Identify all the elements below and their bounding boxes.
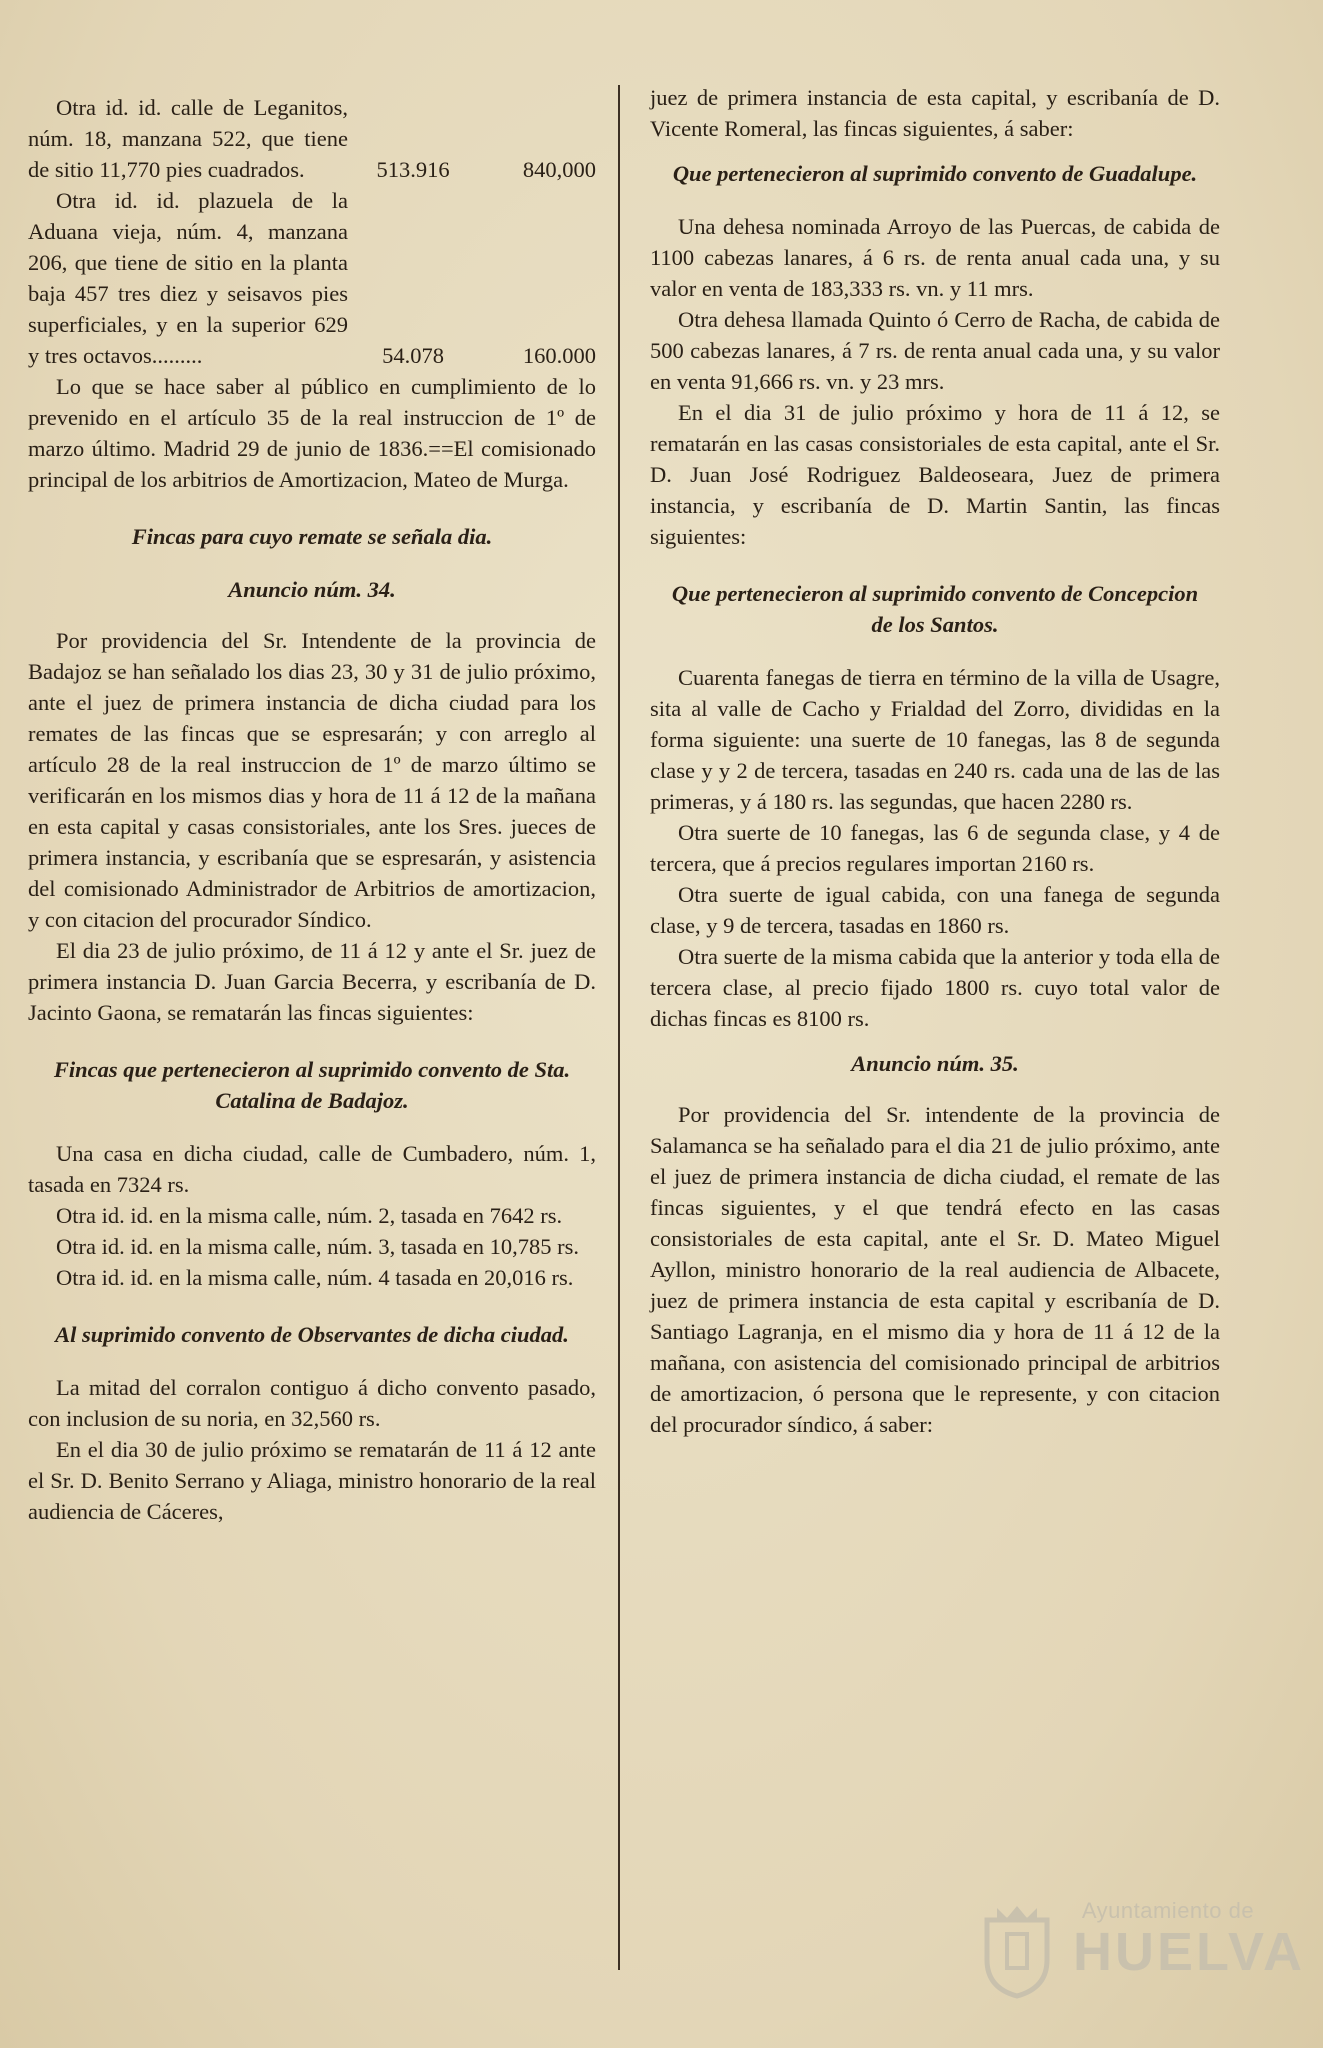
list-item: Otra id. id. en la misma calle, núm. 2, tasada en 7642 rs. bbox=[56, 1203, 563, 1228]
property-row bbox=[28, 92, 596, 185]
list-item: Otra suerte de igual cabida, con una fanega de segunda clase, y 9 de tercera, tasadas en 1860 rs. bbox=[650, 882, 1220, 938]
property-description: Otra id. id. plazuela de la Aduana vieja, núm. 4, manzana 206, que tiene de sitio en la planta baja 457 tres diez y seisavos pies superficiales, y en la superior 629 y tres octavos......... bbox=[28, 188, 348, 368]
notice-paragraph: Lo que se hace saber al público en cumplimiento de lo prevenido en el artículo 35 de la real instruccion de 1º de marzo último. Madrid 29 de junio de 1836.==El comisionado principal de los arbitrios de Amortizacion, Mateo de Murga. bbox=[28, 374, 596, 492]
property-row bbox=[28, 185, 596, 371]
body-paragraph: En el dia 30 de julio próximo se rematarán de 11 á 12 ante el Sr. D. Benito Serrano y Aliaga, ministro honorario de la real audiencia de Cáceres, bbox=[28, 1437, 596, 1524]
property-value-2: 160.000 bbox=[522, 343, 596, 368]
anuncio-number: Anuncio núm. 34. bbox=[228, 577, 396, 602]
property-value-2: 840,000 bbox=[522, 157, 596, 182]
section-heading: Que pertenecieron al suprimido convento de Guadalupe. bbox=[672, 161, 1198, 186]
column-divider bbox=[618, 85, 620, 1970]
list-item: Otra suerte de 10 fanegas, las 6 de segunda clase, y 4 de tercera, que á precios regulares importan 2160 rs. bbox=[650, 820, 1220, 876]
list-item: La mitad del corralon contiguo á dicho convento pasado, con inclusion de su noria, en 32,560 rs. bbox=[28, 1375, 596, 1431]
property-value-1: 54.078 bbox=[382, 343, 444, 368]
section-heading: Que pertenecieron al suprimido convento de Concepcion de los Santos. bbox=[671, 581, 1199, 637]
property-value-1: 513.916 bbox=[376, 157, 450, 182]
list-item: Otra id. id. en la misma calle, núm. 3, tasada en 10,785 rs. bbox=[56, 1234, 579, 1259]
list-item: Una casa en dicha ciudad, calle de Cumbadero, núm. 1, tasada en 7324 rs. bbox=[28, 1141, 596, 1197]
left-column bbox=[28, 92, 596, 1527]
body-paragraph: En el dia 31 de julio próximo y hora de 11 á 12, se rematarán en las casas consistoriales de esta capital, ante el Sr. D. Juan José Rodriguez Baldeoseara, Juez de primera instancia, y escribanía de D. Martin Santin, las fincas siguientes: bbox=[650, 400, 1220, 549]
list-item: Otra dehesa llamada Quinto ó Cerro de Racha, de cabida de 500 cabezas lanares, á 7 rs. de renta anual cada una, y su valor en venta 91,666 rs. vn. y 23 mrs. bbox=[650, 307, 1220, 394]
list-item: Una dehesa nominada Arroyo de las Puercas, de cabida de 1100 cabezas lanares, á 6 rs. de renta anual cada una, y su valor en venta de 183,333 rs. vn. y 11 mrs. bbox=[650, 214, 1220, 301]
list-item: Otra suerte de la misma cabida que la anterior y toda ella de tercera clase, al precio fijado 1800 rs. cuyo total valor de dichas fincas es 8100 rs. bbox=[650, 944, 1220, 1031]
property-description: Otra id. id. calle de Leganitos, núm. 18, manzana 522, que tiene de sitio 11,770 pies cuadrados. bbox=[28, 95, 348, 182]
section-heading: Fincas para cuyo remate se señala dia. bbox=[131, 524, 493, 549]
section-heading: Fincas que pertenecieron al suprimido convento de Sta. Catalina de Badajoz. bbox=[53, 1057, 571, 1113]
coat-of-arms-icon bbox=[977, 1900, 1057, 2000]
body-paragraph: juez de primera instancia de esta capital, y escribanía de D. Vicente Romeral, las fincas siguientes, á saber: bbox=[650, 85, 1220, 141]
body-paragraph: Por providencia del Sr. intendente de la provincia de Salamanca se ha señalado para el dia 21 de julio próximo, ante el juez de primera instancia de dicha ciudad, el remate de las fincas siguientes, y el que tendrá efecto en las casas consistoriales de esta capital, ante el Sr. D. Mateo Miguel Ayllon, ministro honorario de la real audiencia de Albacete, juez de primera instancia de esta capital y escribanía de D. Santiago Lagranja, en el mismo dia y hora de 11 á 12 de la mañana, con asistencia del comisionado principal de arbitrios de amortizacion, ó persona que le represente, y con citacion del procurador síndico, á saber: bbox=[650, 1102, 1220, 1437]
section-heading: Al suprimido convento de Observantes de dicha ciudad. bbox=[55, 1322, 569, 1347]
body-paragraph: El dia 23 de julio próximo, de 11 á 12 y ante el Sr. juez de primera instancia D. Juan Garcia Becerra, y escribanía de D. Jacinto Gaona, se rematarán las fincas siguientes: bbox=[28, 938, 596, 1025]
right-column bbox=[650, 82, 1220, 1440]
list-item: Otra id. id. en la misma calle, núm. 4 tasada en 20,016 rs. bbox=[56, 1265, 574, 1290]
list-item: Cuarenta fanegas de tierra en término de la villa de Usagre, sita al valle de Cacho y Frialdad del Zorro, divididas en la forma siguiente: una suerte de 10 fanegas, las 8 de segunda clase y y 2 de tercera, tasadas en 240 rs. cada una de las de las primeras, y á 180 rs. las segundas, que hacen 2280 rs. bbox=[650, 665, 1220, 814]
watermark-line-2: HUELVA bbox=[1073, 1922, 1305, 1982]
archive-watermark bbox=[1073, 1898, 1305, 2008]
body-paragraph: Por providencia del Sr. Intendente de la provincia de Badajoz se han señalado los dias 23, 30 y 31 de julio próximo, ante el juez de primera instancia de dicha ciudad para los remates de las fincas que se espresarán; y con arreglo al artículo 28 de la real instruccion de 1º de marzo último se verificarán en los mismos dias y hora de 11 á 12 de la mañana en esta capital y casas consistoriales, ante los Sres. jueces de primera instancia, y escribanía que se espresarán, y asistencia del comisionado Administrador de Arbitrios de amortizacion, y con citacion del procurador Síndico. bbox=[28, 628, 596, 932]
anuncio-number: Anuncio núm. 35. bbox=[851, 1051, 1019, 1076]
watermark-line-1: Ayuntamiento de bbox=[1081, 1898, 1255, 1923]
